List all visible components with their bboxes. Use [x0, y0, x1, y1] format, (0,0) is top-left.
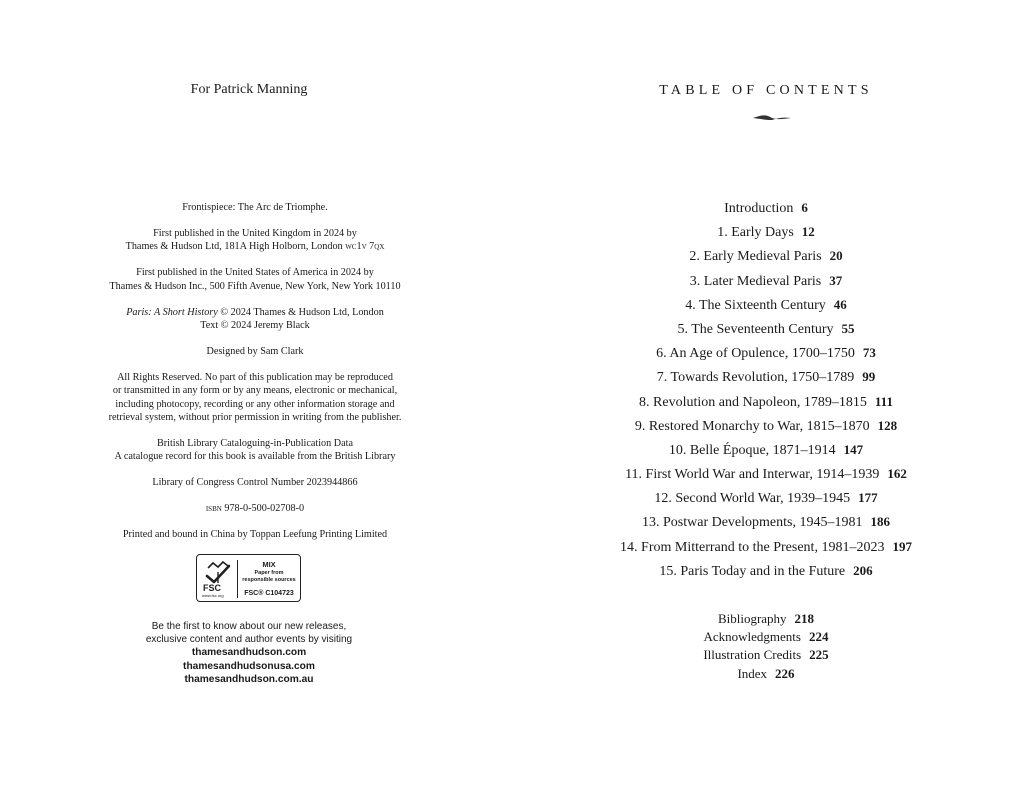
toc-entry-page-number: 177	[858, 490, 878, 506]
toc-entry[interactable]	[510, 222, 1020, 246]
swash-ornament-icon	[752, 113, 792, 123]
toc-entry-title: 6. An Age of Opulence, 1700–1750	[656, 346, 855, 362]
uk-postcode: wc1v 7qx	[345, 241, 385, 253]
toc-entry[interactable]	[510, 440, 1020, 464]
uk-line-2	[0, 240, 510, 253]
rights-line: retrieval system, without prior permission in writing from the publisher.	[108, 411, 402, 423]
toc-entry-title: 4. The Sixteenth Century	[685, 297, 826, 313]
right-page	[510, 0, 1020, 798]
loc-control-number: Library of Congress Control Number 2023944866	[152, 477, 358, 489]
toc-entry-page-number: 46	[833, 296, 847, 312]
toc-entry[interactable]	[510, 488, 1020, 512]
toc-entry-page-number: 147	[843, 441, 864, 457]
toc-entry[interactable]	[510, 392, 1020, 416]
toc-entry-page-number: 12	[801, 224, 815, 240]
toc-entry-title: 7. Towards Revolution, 1750–1789	[656, 370, 855, 386]
uk-address: Thames & Hudson Ltd, 181A High Holborn, London	[125, 241, 346, 253]
toc-entry-title: 12. Second World War, 1939–1945	[654, 491, 851, 507]
website-link-au[interactable]: thamesandhudson.com.au	[184, 673, 314, 685]
isbn-label: isbn	[205, 503, 222, 515]
promo-line: exclusive content and author events by visiting	[145, 634, 353, 646]
toc-entry-page-number: 73	[862, 345, 876, 361]
toc-entry-title: 14. From Mitterrand to the Present, 1981–2023	[620, 539, 885, 555]
toc-end-matter-list	[510, 610, 1020, 683]
toc-entry-title: 3. Later Medieval Paris	[689, 273, 822, 289]
fsc-site-text: www.fsc.org	[202, 593, 224, 598]
designer-credit: Designed by Sam Clark	[206, 345, 304, 357]
toc-entry[interactable]	[510, 295, 1020, 319]
rights-line: or transmitted in any form or by any means, electronic or mechanical,	[112, 385, 398, 397]
toc-entry-title: 13. Postwar Developments, 1945–1981	[642, 515, 863, 531]
toc-entry-page-number: 226	[775, 665, 795, 681]
british-library-data	[0, 437, 510, 464]
toc-entry-title: Bibliography	[717, 611, 787, 626]
fsc-paper-text	[239, 570, 299, 583]
fsc-divider	[237, 560, 238, 598]
fsc-mix-label: MIX	[262, 560, 276, 569]
uk-line-1: First published in the United Kingdom in 2024 by	[153, 227, 357, 239]
toc-entry-title: 11. First World War and Interwar, 1914–1939	[625, 467, 880, 483]
rights-line: All Rights Reserved. No part of this publication may be reproduced	[117, 371, 393, 383]
toc-entry-title: 9. Restored Monarchy to War, 1815–1870	[634, 418, 870, 434]
publisher-promo	[0, 620, 498, 686]
dedication: For Patrick Manning	[190, 82, 308, 97]
toc-end-matter-entry[interactable]	[510, 610, 1020, 628]
toc-entry-page-number: 186	[870, 514, 890, 530]
copyright-holder: © 2024 Thames & Hudson Ltd, London	[217, 306, 384, 318]
toc-entry-title: 2. Early Medieval Paris	[689, 249, 822, 265]
toc-entry-title: 15. Paris Today and in the Future	[659, 563, 846, 579]
toc-entry-page-number: 224	[808, 629, 829, 645]
toc-entry-page-number: 197	[892, 538, 912, 554]
toc-entry[interactable]	[510, 198, 1020, 222]
toc-entry-page-number: 6	[801, 200, 808, 215]
british-library-line-1: British Library Cataloguing-in-Publication Data	[156, 437, 354, 449]
toc-entry-page-number: 128	[877, 417, 898, 433]
toc-entry[interactable]	[510, 537, 1020, 561]
toc-end-matter-entry[interactable]	[510, 665, 1020, 683]
toc-chapter-list	[510, 198, 1020, 585]
isbn-number: 978-0-500-02708-0	[221, 503, 305, 515]
toc-entry[interactable]	[510, 416, 1020, 440]
toc-entry-page-number: 37	[829, 272, 843, 288]
toc-entry[interactable]	[510, 512, 1020, 536]
fsc-paper-line-2: responsible sources	[242, 576, 296, 583]
toc-entry-title: 10. Belle Époque, 1871–1914	[668, 442, 836, 458]
book-title: Paris: A Short History	[126, 306, 218, 318]
toc-entry-page-number: 111	[874, 393, 893, 409]
toc-entry-title: Illustration Credits	[703, 647, 802, 663]
toc-entry-page-number: 218	[794, 611, 815, 626]
rights-notice	[0, 371, 510, 425]
toc-entry-title: 1. Early Days	[717, 225, 794, 241]
toc-entry-page-number: 20	[829, 248, 843, 264]
copyright-line	[0, 306, 510, 319]
fsc-mark-text: FSC	[203, 583, 221, 593]
uk-publication	[0, 227, 510, 254]
toc-entry-title: Index	[737, 665, 768, 681]
toc-entry-title: 5. The Seventeenth Century	[677, 321, 834, 337]
toc-entry[interactable]	[510, 343, 1020, 367]
toc-entry-page-number: 55	[841, 320, 855, 336]
frontispiece-caption: Frontispiece: The Arc de Triomphe.	[182, 202, 328, 213]
toc-entry-page-number: 99	[862, 369, 876, 385]
imprint-block	[0, 201, 510, 541]
text-copyright: Text © 2024 Jeremy Black	[200, 319, 310, 331]
fsc-paper-line-1: Paper from	[254, 570, 284, 576]
toc-end-matter-entry[interactable]	[510, 646, 1020, 664]
fsc-license-code: FSC® C104723	[244, 590, 294, 597]
fsc-tree-check-icon	[202, 558, 234, 598]
toc-entry-page-number: 162	[887, 466, 907, 482]
toc-entry-title: Introduction	[724, 201, 794, 216]
toc-entry[interactable]	[510, 367, 1020, 391]
toc-entry[interactable]	[510, 319, 1020, 343]
toc-entry-title: Acknowledgments	[703, 629, 801, 645]
toc-entry[interactable]	[510, 246, 1020, 270]
toc-entry[interactable]	[510, 271, 1020, 295]
isbn	[0, 502, 510, 515]
toc-entry-page-number: 206	[853, 562, 873, 578]
us-line-1: First published in the United States of America in 2024 by	[136, 267, 374, 279]
british-library-line-2: A catalogue record for this book is available from the British Library	[114, 451, 396, 463]
promo-line: Be the first to know about our new releases,	[151, 621, 347, 632]
website-link-us[interactable]: thamesandhudsonusa.com	[183, 660, 315, 672]
us-line-2: Thames & Hudson Inc., 500 Fifth Avenue, New York, New York 10110	[109, 280, 401, 292]
toc-entry[interactable]	[510, 464, 1020, 488]
copyright-notice	[0, 306, 510, 333]
website-link-uk[interactable]: thamesandhudson.com	[191, 647, 307, 659]
toc-end-matter-entry[interactable]	[510, 628, 1020, 646]
rights-line: including photocopy, recording or any other information storage and	[115, 398, 395, 410]
us-publication	[0, 266, 510, 293]
toc-entry[interactable]	[510, 561, 1020, 585]
fsc-certification-badge	[196, 554, 301, 602]
toc-entry-page-number: 225	[809, 647, 829, 663]
toc-entry-title: 8. Revolution and Napoleon, 1789–1815	[639, 394, 867, 410]
toc-heading: TABLE OF CONTENTS	[659, 83, 873, 98]
printer-credit: Printed and bound in China by Toppan Leefung Printing Limited	[122, 529, 388, 540]
